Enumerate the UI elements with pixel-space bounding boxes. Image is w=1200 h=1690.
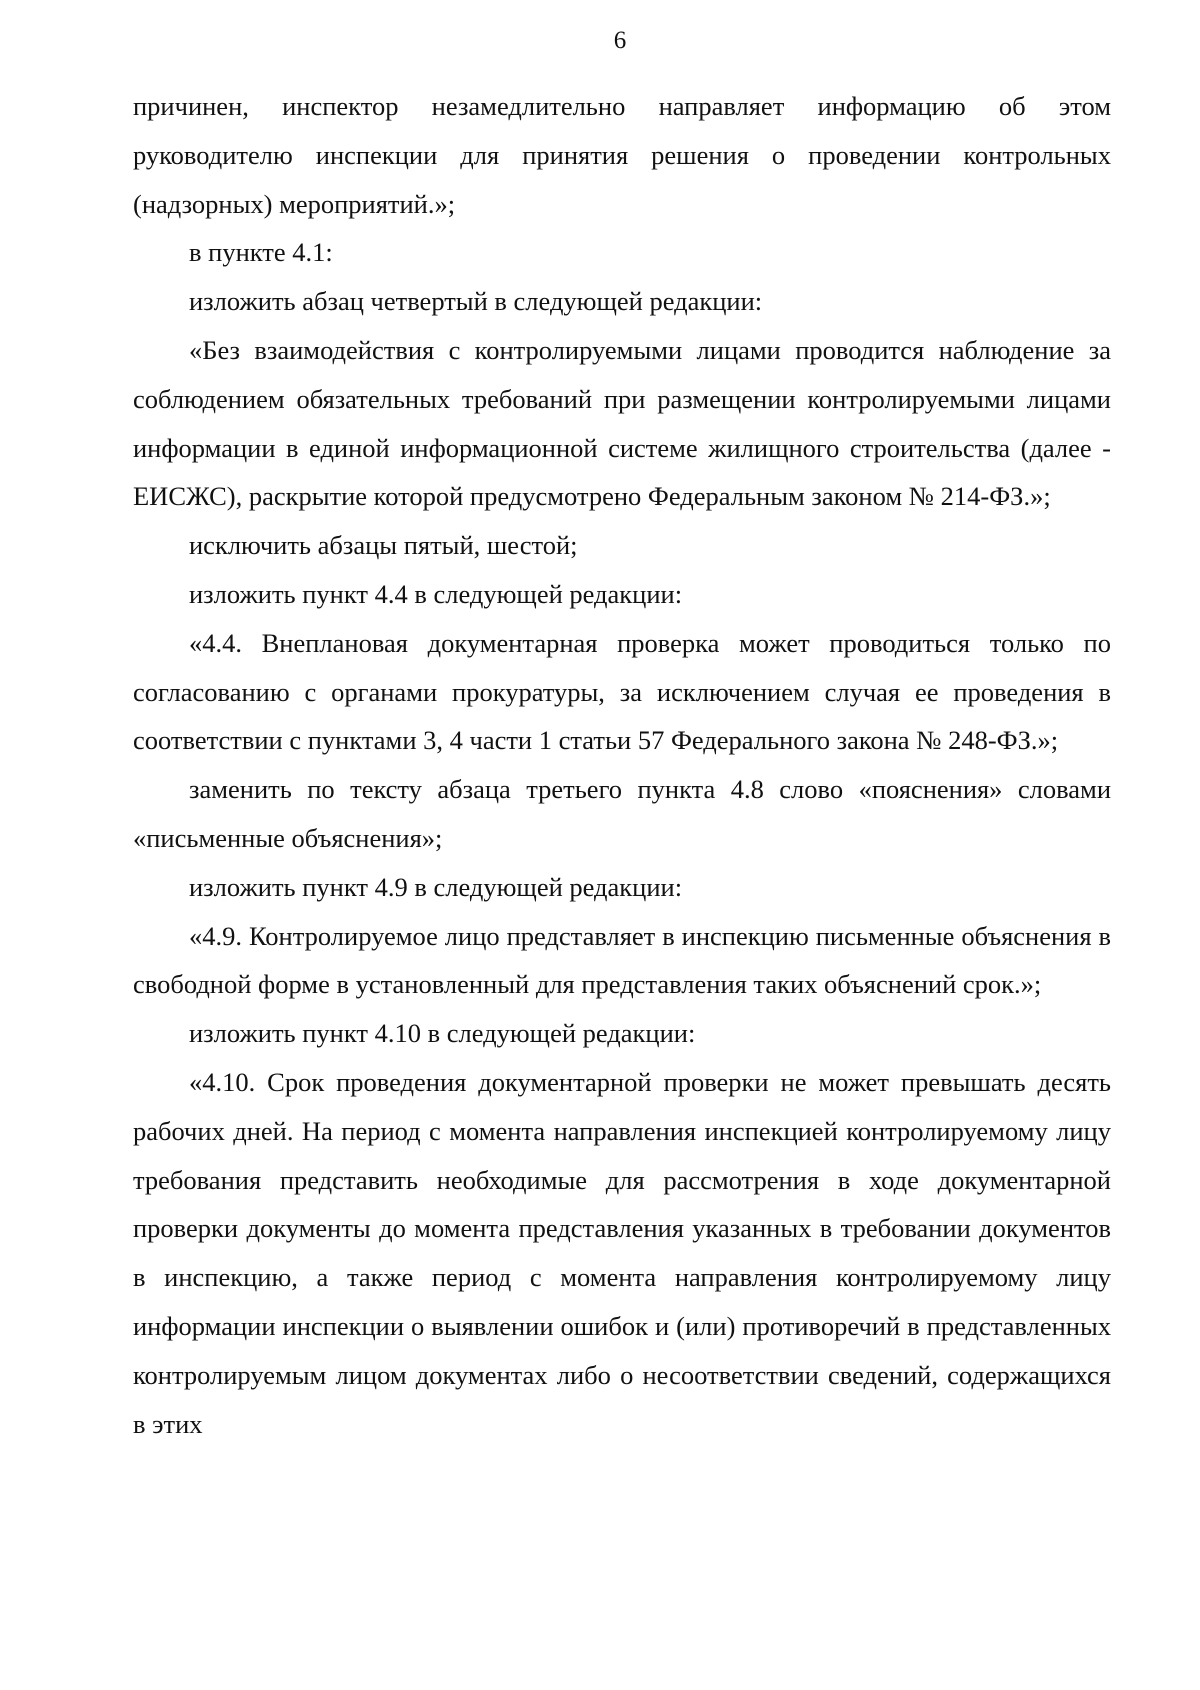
paragraph: изложить пункт 4.10 в следующей редакции: bbox=[189, 1018, 696, 1049]
paragraph: «4.4. Внеплановая документарная проверка может проводиться только по согласованию с органами прокуратуры, за исключением случая ее проведения в соответствии с пунктами 3, 4 части 1 статьи 57 Федерального закона № 248-ФЗ.»; bbox=[133, 627, 1111, 756]
paragraph: «Без взаимодействия с контролируемыми лицами проводится наблюдение за соблюдением обязательных требований при размещении контролируемыми лицами информации в единой информационной системе жилищного строительства (далее - ЕИСЖС), раскрытие которой предусмотрено Федеральным законом № 214-ФЗ.»; bbox=[133, 334, 1111, 512]
paragraph: «4.9. Контролируемое лицо представляет в инспекцию письменные объяснения в свободной форме в установленный для представления таких объяснений срок.»; bbox=[133, 920, 1111, 1000]
paragraph: в пункте 4.1: bbox=[189, 237, 333, 268]
document-body bbox=[133, 82, 1111, 1448]
paragraph: изложить абзац четвертый в следующей редакции: bbox=[189, 286, 763, 317]
paragraph: «4.10. Срок проведения документарной проверки не может превышать десять рабочих дней. На период с момента направления инспекцией контролируемому лицу требования представить необходимые для рассмотрения в ходе документарной проверки документы до момента представления указанных в требовании документов в инспекцию, а также период с момента направления контролируемому лицу информации инспекции о выявлении ошибок и (или) противоречий в представленных контролируемым лицом документах либо о несоответствии сведений, содержащихся в этих bbox=[133, 1066, 1111, 1439]
paragraph: заменить по тексту абзаца третьего пункта 4.8 слово «пояснения» словами «письменные объяснения»; bbox=[133, 774, 1111, 853]
paragraph: исключить абзацы пятый, шестой; bbox=[189, 530, 578, 561]
paragraph-continuation: причинен, инспектор незамедлительно направляет информацию об этом руководителю инспекции для принятия решения о проведении контрольных (надзорных) мероприятий.»; bbox=[133, 91, 1111, 219]
paragraph: изложить пункт 4.9 в следующей редакции: bbox=[189, 871, 683, 902]
paragraph: изложить пункт 4.4 в следующей редакции: bbox=[189, 578, 683, 609]
page-number: 6 bbox=[613, 27, 627, 54]
